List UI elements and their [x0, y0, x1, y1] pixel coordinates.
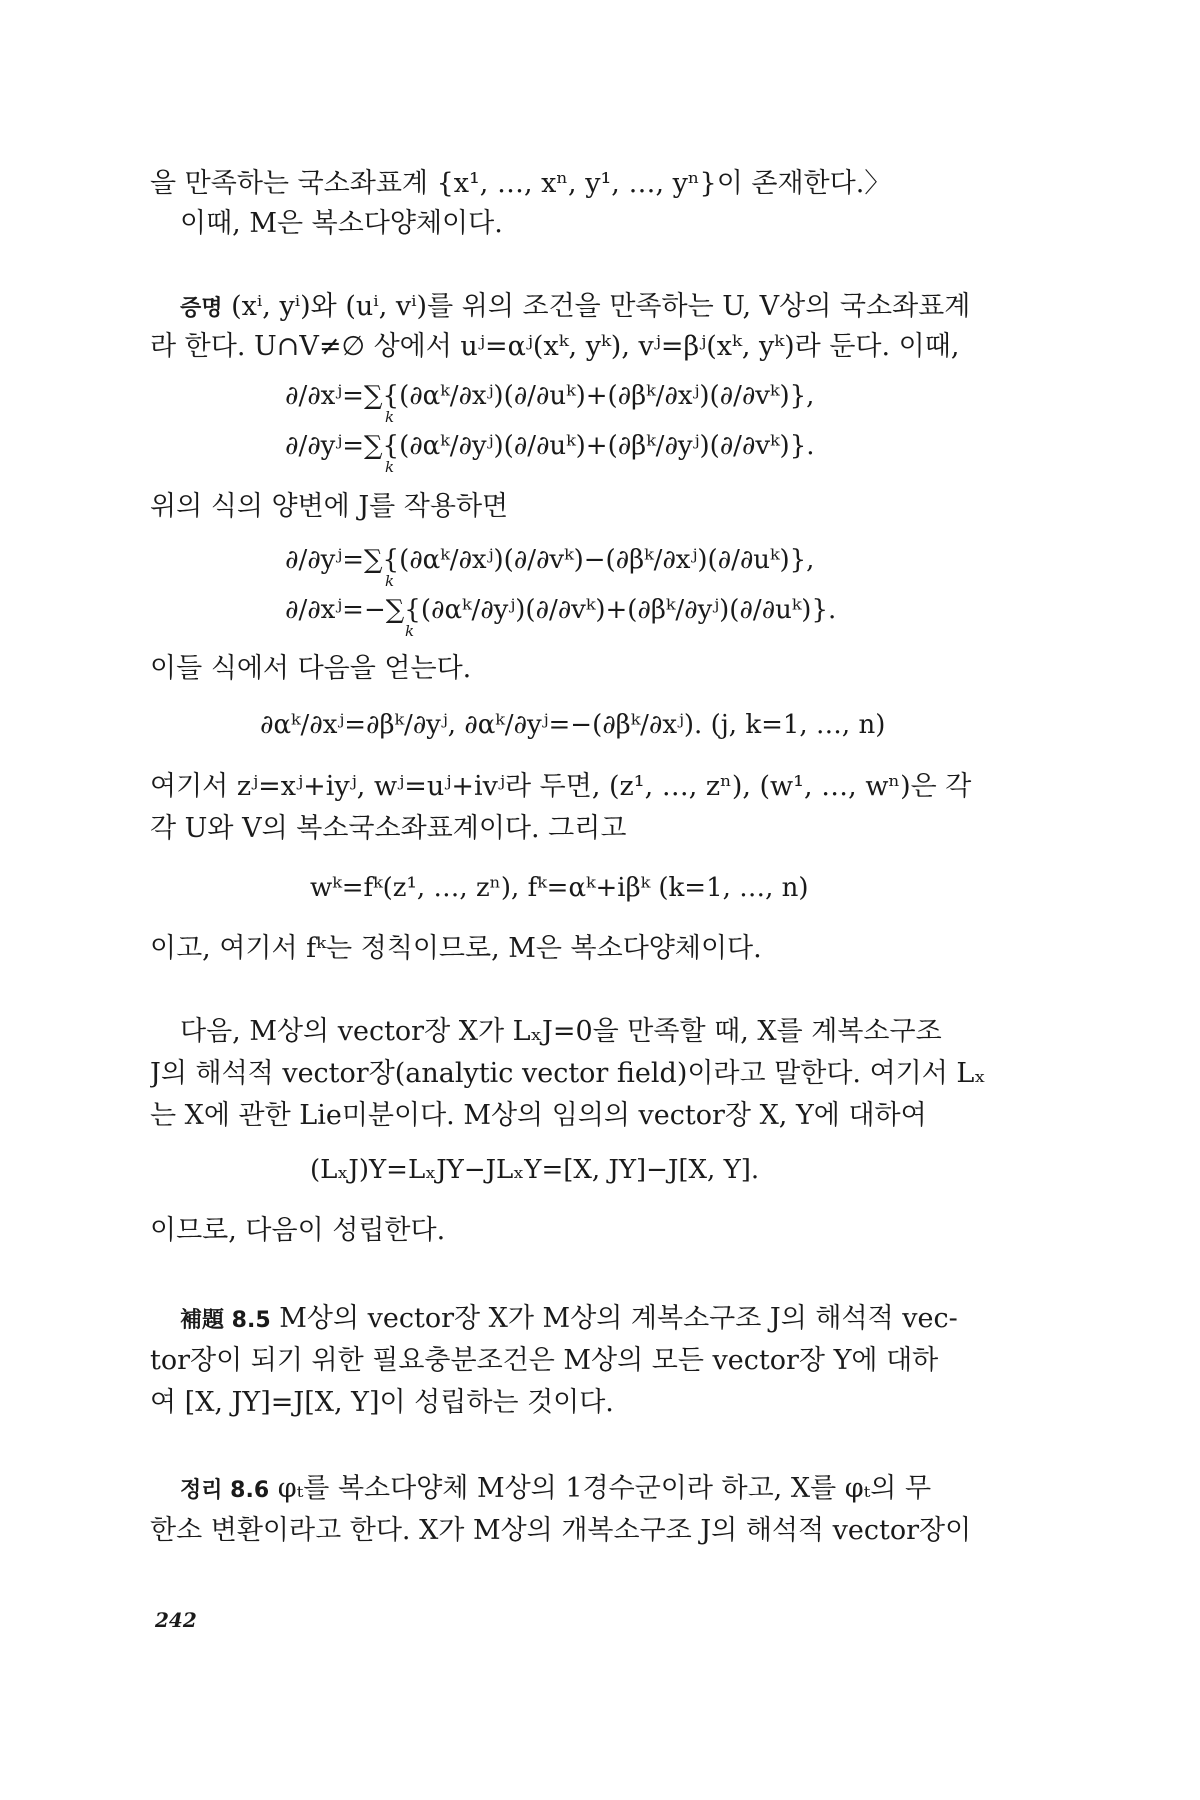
lemma-text-1: M상의 vector장 X가 M상의 계복소구조 J의 해석적 vec-	[279, 1303, 958, 1334]
theorem-text-1: φₜ를 복소다양체 M상의 1경수군이라 하고, X를 φₜ의 무	[277, 1473, 932, 1504]
sum-index-4: k	[405, 622, 415, 640]
text-line-7: 여기서 zʲ=xʲ+iyʲ, wʲ=uʲ+ivʲ라 두면, (z¹, …, zⁿ), (w¹, …, wⁿ)은 각	[150, 771, 972, 802]
lemma-line-3: 여 [X, JY]=J[X, Y]이 성립하는 것이다.	[150, 1387, 614, 1418]
text-line-8: 각 U와 V의 복소국소좌표계이다. 그리고	[150, 813, 627, 844]
lemma-line-2: tor장이 되기 위한 필요충분조건은 M상의 모든 vector장 Y에 대하	[150, 1345, 939, 1376]
equation-7: (LₓJ)Y=LₓJY−JLₓY=[X, JY]−J[X, Y].	[310, 1155, 760, 1185]
sum-index-3: k	[385, 572, 395, 590]
text-line-10: 다음, M상의 vector장 X가 LₓJ=0을 만족할 때, X를 계복소구조	[180, 1016, 942, 1047]
equation-5: ∂αᵏ/∂xʲ=∂βᵏ/∂yʲ, ∂αᵏ/∂yʲ=−(∂βᵏ/∂xʲ). (j, k=1, …, n)	[260, 710, 886, 740]
proof-text-1: (xⁱ, yⁱ)와 (uⁱ, vⁱ)를 위의 조건을 만족하는 U, V상의 국소좌표계	[231, 291, 971, 322]
equation-1: ∂/∂xʲ=∑{(∂αᵏ/∂xʲ)(∂/∂uᵏ)+(∂βᵏ/∂xʲ)(∂/∂vᵏ)},	[285, 381, 815, 411]
sum-index-1: k	[385, 408, 395, 426]
text-line-12: 는 X에 관한 Lie미분이다. M상의 임의의 vector장 X, Y에 대하여	[150, 1100, 927, 1131]
text-line-13: 이므로, 다음이 성립한다.	[150, 1215, 446, 1246]
text-line-5: 위의 식의 양변에 J를 작용하면	[150, 491, 509, 522]
lemma-line-1	[180, 1300, 1085, 1340]
theorem-line-1	[180, 1470, 1085, 1510]
proof-label: 증명	[180, 296, 223, 321]
lemma-label: 補題 8.5	[180, 1308, 271, 1333]
theorem-line-2: 한소 변환이라고 한다. X가 M상의 개복소구조 J의 해석적 vector장이	[150, 1515, 972, 1546]
equation-6: wᵏ=fᵏ(z¹, …, zⁿ), fᵏ=αᵏ+iβᵏ (k=1, …, n)	[310, 873, 809, 903]
text-line-2: 이때, M은 복소다양체이다.	[180, 208, 503, 239]
equation-3: ∂/∂yʲ=∑{(∂αᵏ/∂xʲ)(∂/∂vᵏ)−(∂βᵏ/∂xʲ)(∂/∂uᵏ)},	[285, 545, 815, 575]
text-line-6: 이들 식에서 다음을 얻는다.	[150, 653, 472, 684]
text-line-9: 이고, 여기서 fᵏ는 정칙이므로, M은 복소다양체이다.	[150, 933, 762, 964]
equation-2: ∂/∂yʲ=∑{(∂αᵏ/∂yʲ)(∂/∂uᵏ)+(∂βᵏ/∂yʲ)(∂/∂vᵏ)}.	[285, 431, 815, 461]
proof-line-1	[180, 288, 1085, 328]
proof-line-2: 라 한다. U∩V≠∅ 상에서 uʲ=αʲ(xᵏ, yᵏ), vʲ=βʲ(xᵏ, yᵏ)라 둔다. 이때,	[150, 331, 960, 362]
text-line-11: J의 해석적 vector장(analytic vector field)이라고 말한다. 여기서 Lₓ	[150, 1058, 986, 1089]
equation-4: ∂/∂xʲ=−∑{(∂αᵏ/∂yʲ)(∂/∂vᵏ)+(∂βᵏ/∂yʲ)(∂/∂uᵏ)}.	[285, 595, 837, 625]
text-line-1: 을 만족하는 국소좌표계 {x¹, …, xⁿ, y¹, …, yⁿ}이 존재한다.〉	[150, 168, 892, 199]
page-number: 242	[155, 1608, 197, 1632]
sum-index-2: k	[385, 458, 395, 476]
theorem-label: 정리 8.6	[180, 1478, 270, 1503]
